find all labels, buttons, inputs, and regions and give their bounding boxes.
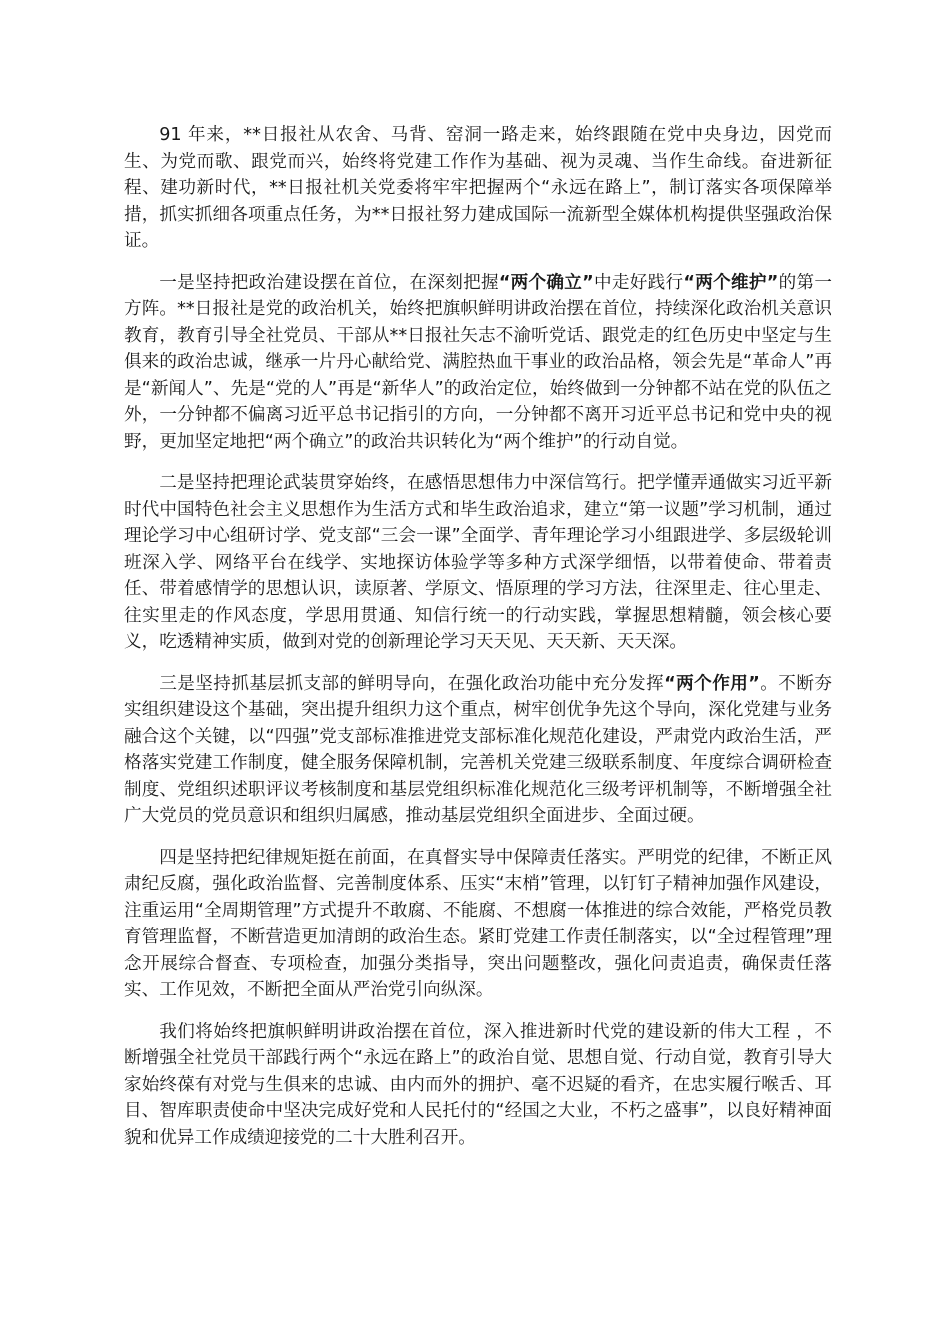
paragraph-conclusion bbox=[124, 1019, 832, 1152]
paragraph-text: 二是坚持把理论武装贯穿始终，在感悟思想伟力中深信笃行。把学懂弄通做实习近平新时代中国特色社会主义思想作为生活方式和毕生政治追求，建立“第一议题”学习机制，通过理论学习中心组研讨学、党支部“三会一课”全面学、青年理论学习小组跟进学、多层级轮训班深入学、网络平台在线学、实地探访体验学等多种方式深学细悟，以带着使命、带着责任、带着感情学的思想认识，读原著、学原文、悟原理的学习方法，往深里走、往心里走、往实里走的作风态度，学思用贯通、知信行统一的行动实践，掌握思想精髓，领会核心要义，吃透精神实质，做到对党的创新理论学习天天见、天天新、天天深。 bbox=[124, 473, 832, 652]
paragraph-discipline bbox=[124, 845, 832, 1004]
emphasis-two-safeguards: “两个维护” bbox=[683, 272, 779, 293]
paragraph-text: 。不断夯实组织建设这个基础，突出提升组织力这个重点，树牢创优争先这个导向，深化党建与业务融合这个关键，以“四强”党支部标准推进党支部标准化规范化建设，严肃党内政治生活，严格落实党建工作制度，健全服务保障机制，完善机关党建三级联系制度、年度综合调研检查制度、党组织述职评议考核制度和基层党组织标准化规范化三级考评机制等，不断增强全社广大党员的党员意识和组织归属感，推动基层党组织全面进步、全面过硬。 bbox=[124, 673, 832, 826]
paragraph-lead: 三是坚持抓基层抓支部的鲜明导向，在强化政治功能中充分发挥 bbox=[159, 673, 665, 694]
paragraph-text: 我们将始终把旗帜鲜明讲政治摆在首位，深入推进新时代党的建设新的伟大工程 ，不断增强全社党员干部践行两个“永远在路上”的政治自觉、思想自觉、行动自觉，教育引导大家始终葆有对党与生俱来的忠诚、由内而外的拥护、毫不迟疑的看齐，在忠实履行喉舌、耳目、智库职责使命中坚决完成好党和人民托付的“经国之大业，不朽之盛事”，以良好精神面貌和优异工作成绩迎接党的二十大胜利召开。 bbox=[124, 1021, 832, 1148]
emphasis-two-establishments: “两个确立” bbox=[498, 272, 594, 293]
paragraph-theory bbox=[124, 470, 832, 656]
paragraph-lead: 一是坚持把政治建设摆在首位，在深刻把握 bbox=[159, 272, 499, 293]
document-body bbox=[124, 122, 832, 1166]
paragraph-text: 91 年来，**日报社从农舍、马背、窑洞一路走来，始终跟随在党中央身边，因党而生、为党而歌、跟党而兴，始终将党建工作作为基础、视为灵魂、当作生命线。奋进新征程、建功新时代，**日报社机关党委将牢牢把握两个“永远在路上”，制订落实各项保障举措，抓实抓细各项重点任务，为**日报社努力建成国际一流新型全媒体机构提供坚强政治保证。 bbox=[124, 125, 832, 251]
paragraph-intro bbox=[124, 122, 832, 255]
paragraph-text: 的第一方阵。**日报社是党的政治机关，始终把旗帜鲜明讲政治摆在首位，持续深化政治机关意识教育，教育引导全社党员、干部从**日报社矢志不渝听党话、跟党走的红色历史中坚定与生俱来的政治忠诚，继承一片丹心献给党、满腔热血干事业的政治品格，领会先是“革命人”再是“新闻人”、先是“党的人”再是“新华人”的政治定位，始终做到一分钟都不站在党的队伍之外，一分钟都不偏离习近平总书记指引的方向，一分钟都不离开习近平总书记和党中央的视野，更加坚定地把“两个确立”的政治共识转化为“两个维护”的行动自觉。 bbox=[124, 272, 832, 452]
emphasis-two-roles: “两个作用” bbox=[664, 673, 760, 694]
paragraph-text: 四是坚持把纪律规矩挺在前面，在真督实导中保障责任落实。严明党的纪律，不断正风肃纪反腐，强化政治监督、完善制度体系、压实“末梢”管理，以钉钉子精神加强作风建设，注重运用“全周期管理”方式提升不敢腐、不能腐、不想腐一体推进的综合效能，严格党员教育管理监督，不断营造更加清朗的政治生态。紧盯党建工作责任制落实，以“全过程管理”理念开展综合督查、专项检查，加强分类指导，突出问题整改，强化问责追责，确保责任落实、工作见效，不断把全面从严治党引向纵深。 bbox=[124, 847, 832, 1000]
paragraph-political-building bbox=[124, 270, 832, 456]
paragraph-grassroots bbox=[124, 671, 832, 830]
paragraph-mid: 中走好践行 bbox=[593, 272, 684, 293]
